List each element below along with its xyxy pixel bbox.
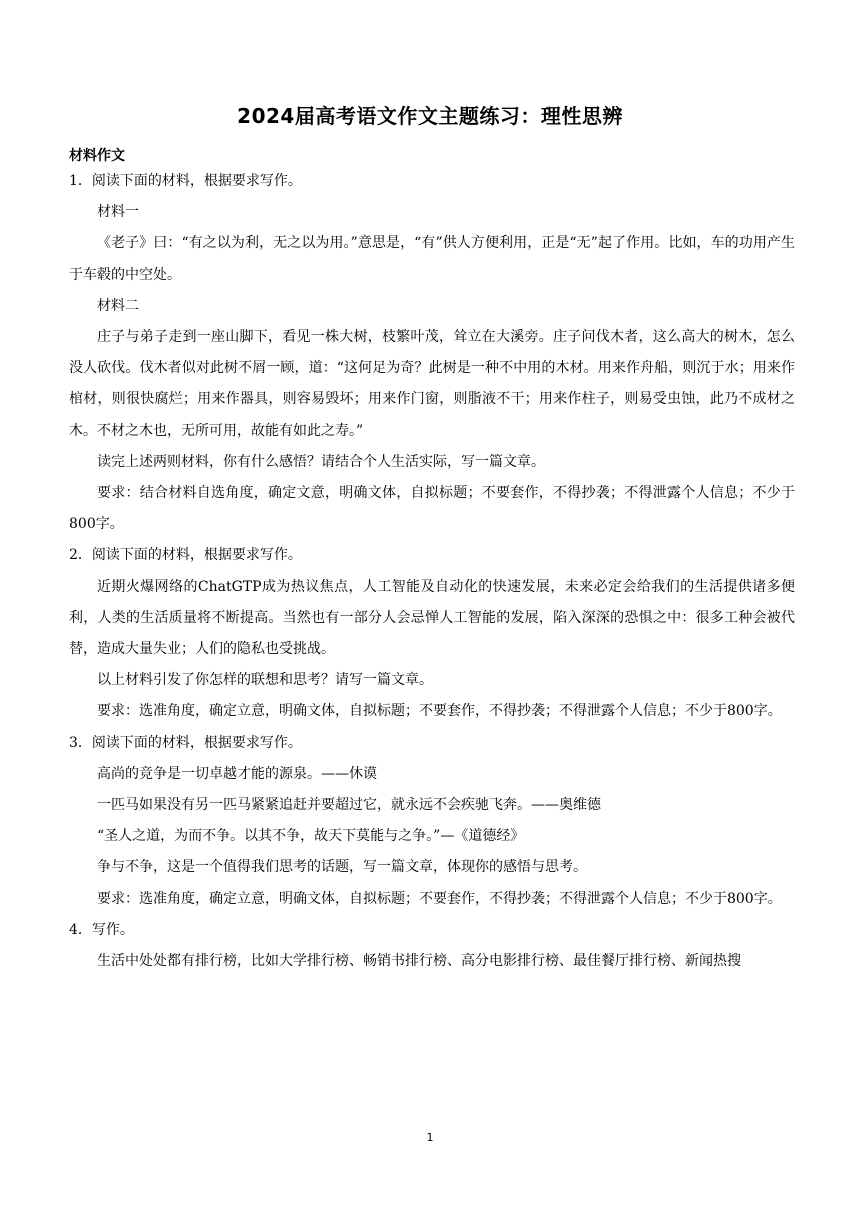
question-3-stem: 3．阅读下面的材料，根据要求写作。 (69, 734, 302, 751)
question-4-text: 生活中处处都有排行榜，比如大学排行榜、畅销书排行榜、高分电影排行榜、最佳餐厅排行榜、新闻热搜 (97, 953, 741, 970)
question-3-prompt: 争与不争，这是一个值得我们思考的话题，写一篇文章，体现你的感悟与思考。 (97, 859, 587, 876)
question-2-text: 近期火爆网络的ChatGTP成为热议焦点，人工智能及自动化的快速发展，未来必定会给我们的生活提供诸多便利，人类的生活质量将不断提高。当然也有一部分人会忌惮人工智能的发展，陷入深深的恐惧之中：很多工种会被代替，造成大量失业；人们的隐私也受挑战。 (69, 578, 795, 658)
question-3-requirement: 要求：选准角度，确定立意，明确文体，自拟标题；不要套作，不得抄袭；不得泄露个人信息；不少于800字。 (97, 890, 782, 907)
section-heading: 材料作文 (69, 148, 125, 164)
question-1-stem: 1．阅读下面的材料，根据要求写作。 (69, 173, 302, 189)
question-1-requirement: 要求：结合材料自选角度，确定文意，明确文体，自拟标题；不要套作，不得抄袭；不得泄露个人信息；不少于800字。 (69, 485, 795, 533)
question-2-prompt: 以上材料引发了你怎样的联想和思考？请写一篇文章。 (97, 672, 433, 689)
page-number: 1 (426, 1131, 434, 1144)
material-1-label: 材料一 (97, 204, 139, 221)
document-title: 2024届高考语文作文主题练习：理性思辨 (237, 104, 623, 128)
material-1-text: 《老子》曰：“有之以为利，无之以为用。”意思是，“有”供人方便利用，正是“无”起了作用。比如，车的功用产生于车毂的中空处。 (69, 235, 795, 283)
material-2-label: 材料二 (97, 297, 139, 314)
quote-hume: 高尚的竞争是一切卓越才能的源泉。——休谟 (97, 765, 377, 782)
quote-daodejing: “圣人之道，为而不争。以其不争，故天下莫能与之争。”—《道德经》 (97, 828, 525, 845)
document-body (69, 166, 795, 977)
question-1-prompt: 读完上述两则材料，你有什么感悟？请结合个人生活实际，写一篇文章。 (97, 453, 545, 470)
material-2-text: 庄子与弟子走到一座山脚下，看见一株大树，枝繁叶茂，耸立在大溪旁。庄子问伐木者，这么高大的树木，怎么没人砍伐。伐木者似对此树不屑一顾，道：“这何足为奇？此树是一种不中用的木材。用来作舟船，则沉于水；用来作棺材，则很快腐烂；用来作器具，则容易毁坏；用来作门窗，则脂液不干；用来作柱子，则易受虫蚀，此乃不成材之木。不材之木也，无所可用，故能有如此之寿。” (69, 329, 795, 439)
question-2-requirement: 要求：选准角度，确定立意，明确文体，自拟标题；不要套作，不得抄袭；不得泄露个人信息；不少于800字。 (97, 703, 782, 720)
question-2-stem: 2．阅读下面的材料，根据要求写作。 (69, 547, 302, 564)
question-4-stem: 4．写作。 (69, 921, 134, 938)
quote-ovid: 一匹马如果没有另一匹马紧紧追赶并要超过它，就永远不会疾驰飞奔。——奥维德 (97, 797, 601, 814)
